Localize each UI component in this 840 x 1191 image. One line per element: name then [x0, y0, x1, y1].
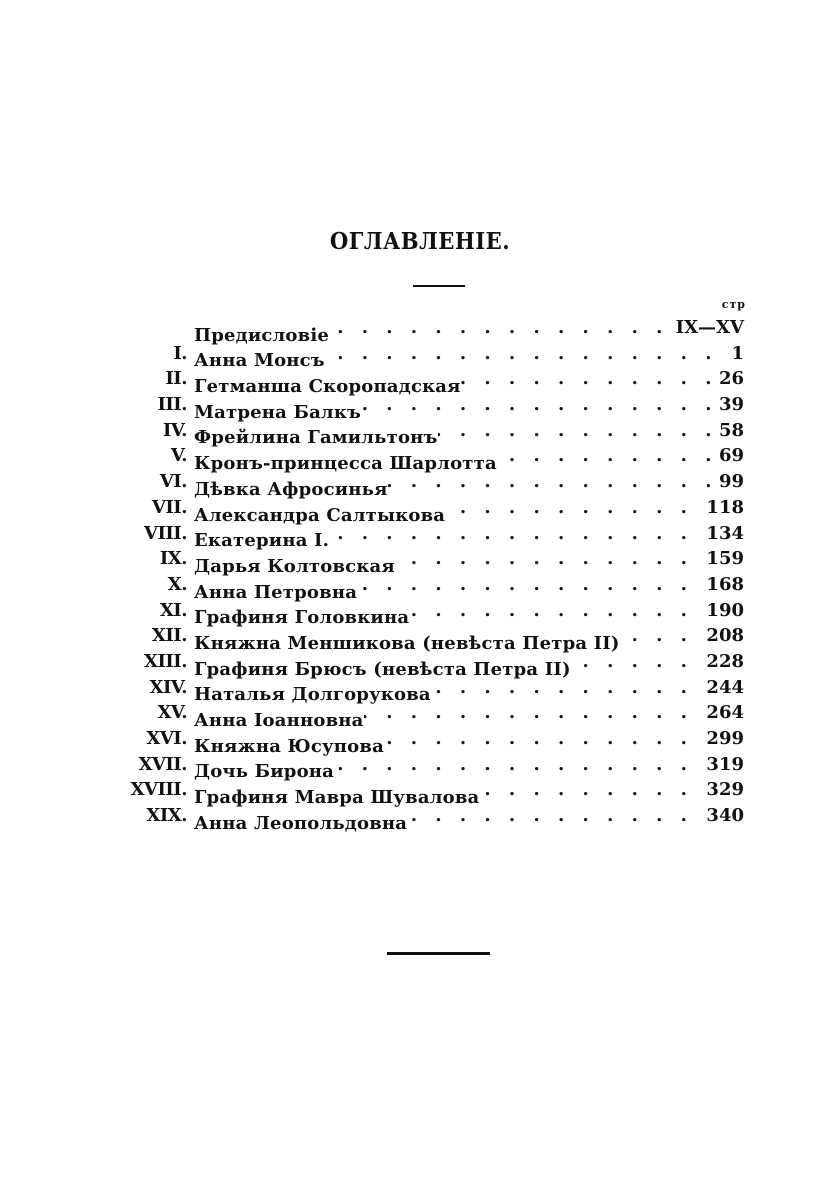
chapter-title: Дѣвка Афросинья	[194, 478, 388, 500]
chapter-title: Анна Iоанновна	[194, 710, 364, 731]
table-of-contents	[0, 315, 840, 834]
closing-rule	[387, 952, 490, 955]
dot-leader	[361, 392, 746, 418]
toc-entry	[0, 341, 840, 372]
toc-entry	[0, 675, 840, 706]
page-number: 329	[702, 777, 744, 803]
toc-entry	[0, 521, 840, 552]
page-number: 39	[715, 392, 744, 418]
chapter-number: V.	[170, 445, 187, 467]
chapter-number: XII.	[151, 625, 187, 647]
toc-entry	[0, 700, 840, 731]
page-number: 99	[715, 469, 744, 495]
chapter-number: II.	[165, 368, 187, 390]
dot-leader	[445, 495, 746, 521]
page-title: ОГЛАВЛЕНIЕ.	[329, 228, 511, 255]
chapter-number: XIII.	[144, 650, 187, 672]
page-number: 159	[702, 546, 744, 572]
chapter-title: Матрена Балкъ	[194, 401, 362, 423]
page-number: 264	[702, 700, 744, 726]
toc-entry	[0, 572, 840, 603]
chapter-title: Дочь Бирона	[194, 761, 335, 783]
dot-leader	[431, 675, 746, 701]
chapter-title: Кронъ-принцесса Шарлотта	[194, 453, 497, 475]
chapter-title: Графиня Брюсъ (невѣста Петра II)	[194, 658, 571, 680]
dot-leader	[364, 700, 746, 726]
toc-entry	[0, 752, 840, 783]
dot-leader	[407, 803, 746, 829]
dot-leader	[325, 341, 746, 367]
chapter-number: XVIII.	[130, 779, 187, 801]
chapter-number: IX.	[159, 548, 187, 570]
chapter-title: Анна Монсъ	[194, 350, 325, 372]
chapter-number: VII.	[151, 496, 187, 518]
page-number: 299	[702, 726, 744, 752]
dot-leader	[334, 752, 746, 778]
dot-leader	[395, 546, 746, 572]
page-number: IX—XV	[672, 315, 744, 341]
chapter-number: XVI.	[146, 728, 187, 749]
chapter-number: IV.	[162, 419, 187, 441]
chapter-number: XIX.	[146, 805, 187, 827]
page-number: 208	[702, 623, 744, 649]
chapter-number: XI.	[159, 599, 187, 621]
chapter-number: XIV.	[149, 676, 187, 698]
page-number: 168	[702, 572, 744, 598]
dot-leader	[438, 418, 746, 444]
chapter-number: I.	[173, 342, 187, 364]
chapter-title: Предисловiе	[194, 324, 330, 346]
page-number: 340	[702, 803, 744, 829]
chapter-title: Фрейлина Гамильтонъ	[194, 427, 438, 449]
page-number: 190	[702, 598, 744, 624]
page-number: 134	[702, 521, 744, 547]
dot-leader	[357, 572, 746, 598]
chapter-title: Гетманша Скоропадская	[194, 376, 461, 398]
page-number: 118	[702, 495, 744, 521]
chapter-title: Княжна Меншикова (невѣста Петра II)	[194, 632, 620, 654]
page-number: 26	[715, 366, 744, 392]
page-number: 319	[702, 752, 744, 778]
chapter-number: XVII.	[138, 753, 187, 775]
toc-entry	[0, 315, 840, 346]
toc-entry	[0, 598, 840, 629]
chapter-number: VIII.	[144, 522, 187, 544]
chapter-title: Княжна Юсупова	[194, 735, 384, 757]
chapter-title: Графиня Мавра Шувалова	[194, 787, 480, 809]
toc-entry	[0, 726, 840, 757]
dot-leader	[497, 443, 746, 469]
chapter-number: VI.	[159, 471, 187, 493]
page-number: 69	[715, 443, 744, 469]
entry-line	[194, 803, 746, 836]
toc-entry	[0, 469, 840, 500]
toc-entry	[0, 495, 840, 526]
toc-entry	[0, 777, 840, 809]
toc-entry	[0, 803, 840, 834]
chapter-title: Александра Салтыкова	[194, 504, 446, 526]
chapter-number: X.	[167, 573, 187, 595]
dot-leader	[384, 726, 746, 752]
dot-leader	[329, 521, 746, 547]
toc-entry	[0, 546, 840, 577]
page-number: 244	[702, 675, 744, 701]
dot-leader	[409, 598, 746, 624]
page-column-label: стр	[721, 298, 746, 311]
chapter-title: Анна Леопольдовна	[194, 812, 408, 834]
chapter-title: Анна Петровна	[194, 581, 358, 603]
dot-leader	[461, 366, 746, 392]
toc-entry	[0, 418, 840, 449]
toc-entry	[0, 623, 840, 654]
chapter-number: XV.	[157, 702, 187, 724]
chapter-title: Наталья Долгорукова	[194, 684, 431, 706]
page-number: 1	[727, 341, 744, 367]
toc-entry	[0, 392, 840, 423]
chapter-number: III.	[157, 394, 187, 416]
page-number: 58	[715, 418, 744, 444]
chapter-title: Дарья Колтовская	[194, 555, 395, 577]
toc-entry	[0, 443, 840, 475]
toc-entry	[0, 366, 840, 398]
dot-leader	[388, 469, 746, 495]
chapter-title: Екатерина I.	[194, 530, 330, 552]
page-number: 228	[702, 649, 744, 675]
title-rule	[413, 285, 465, 287]
chapter-title: Графиня Головкина	[194, 607, 410, 629]
toc-entry	[0, 649, 840, 680]
